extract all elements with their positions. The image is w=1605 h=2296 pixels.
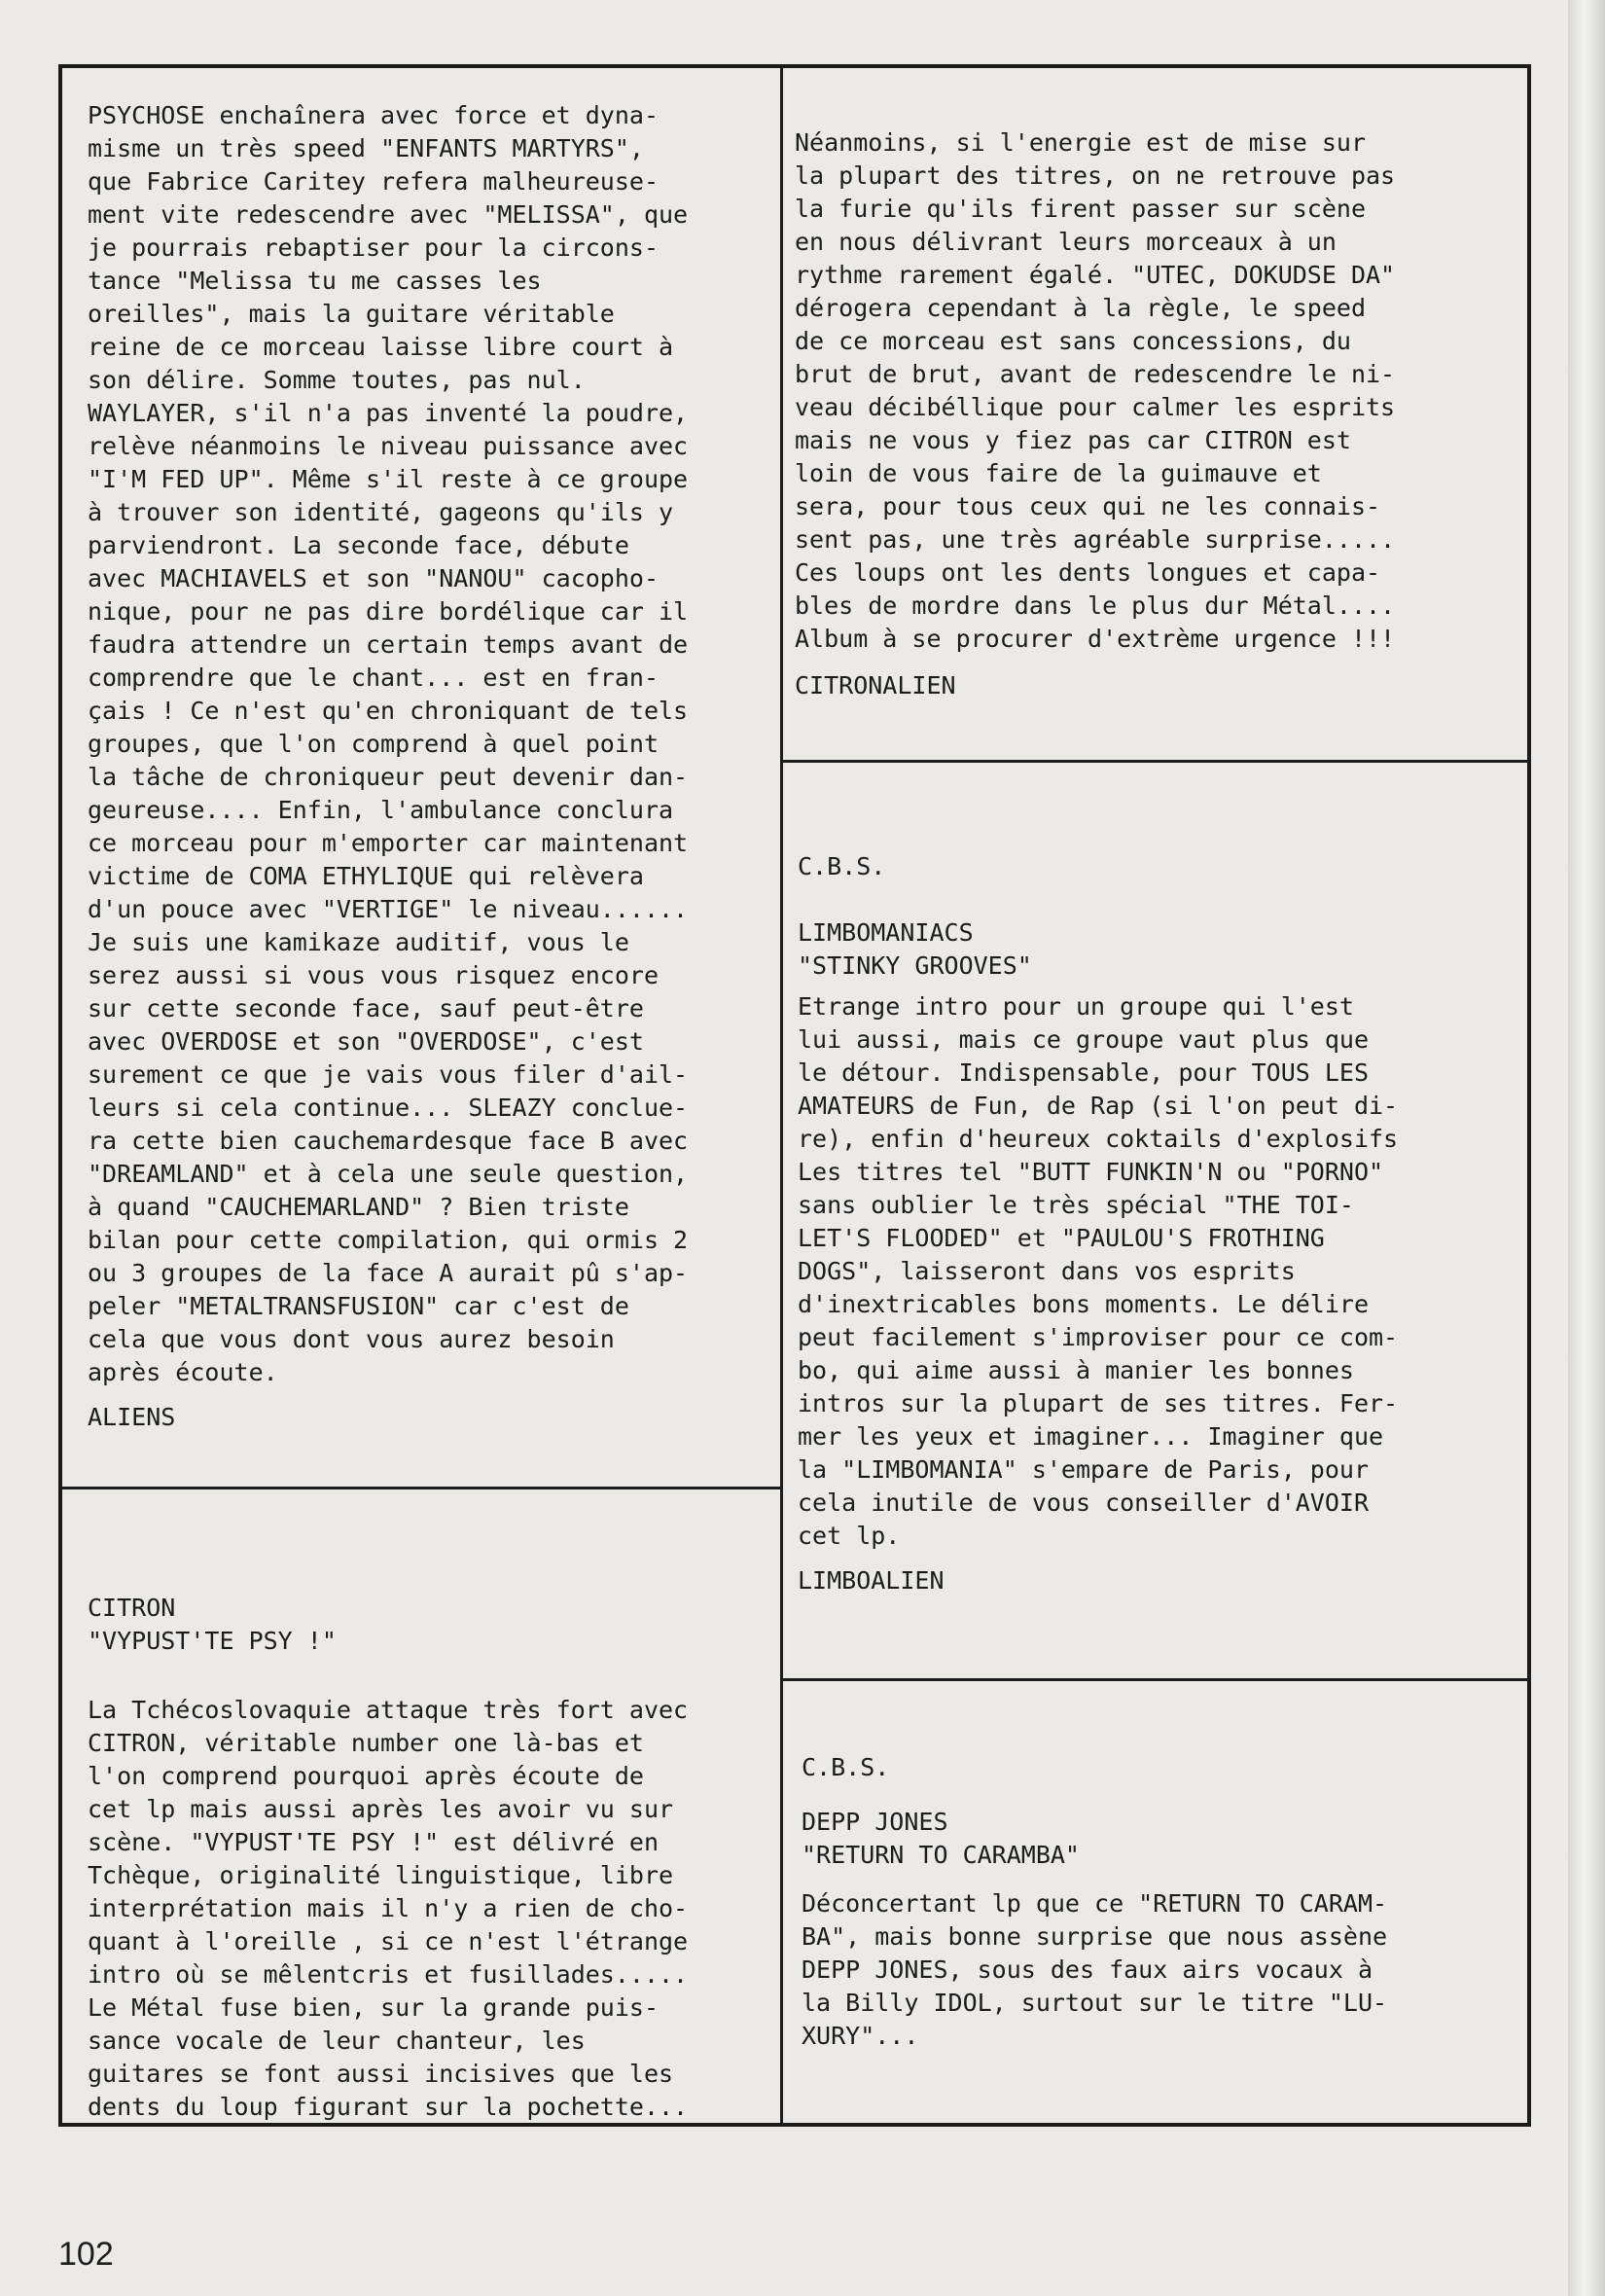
- review-text: [798, 990, 1493, 1553]
- text-line: sans oublier le très spécial "THE TOI-: [798, 1191, 1354, 1219]
- text-line: cet lp mais aussi après les avoir vu sur: [88, 1795, 674, 1823]
- text-line: bles de mordre dans le plus dur Métal....: [795, 592, 1396, 620]
- text-line: brut de brut, avant de redescendre le ni-: [795, 360, 1396, 388]
- text-line: loin de vous faire de la guimauve et: [795, 459, 1322, 487]
- text-line: sur cette seconde face, sauf peut-être: [88, 994, 644, 1022]
- left-section-divider: [58, 1487, 782, 1489]
- text-line: de ce morceau est sans concessions, du: [795, 327, 1351, 355]
- review-album: "STINKY GROOVES": [798, 951, 1032, 980]
- citron-review-continuation: [795, 126, 1490, 702]
- text-line: Tchèque, originalité linguistique, libre: [88, 1861, 674, 1889]
- column-divider: [780, 64, 783, 2127]
- right-section-divider-1: [780, 760, 1531, 763]
- text-line: serez aussi si vous vous risquez encore: [88, 961, 659, 989]
- limbomaniacs-review: [798, 850, 1493, 1597]
- text-line: peut facilement s'improviser pour ce com-: [798, 1323, 1399, 1351]
- review-text: [88, 1694, 775, 2124]
- page-number: 102: [58, 2236, 114, 2273]
- text-line: leurs si cela continue... SLEAZY conclue-: [88, 1094, 689, 1122]
- text-line: Album à se procurer d'extrème urgence !!!: [795, 625, 1396, 653]
- text-line: Je suis une kamikaze auditif, vous le: [88, 928, 629, 956]
- review-signature: LIMBOALIEN: [798, 1566, 945, 1595]
- review-artist: DEPP JONES: [802, 1808, 948, 1836]
- text-line: avec MACHIAVELS et son "NANOU" cacopho-: [88, 564, 659, 592]
- review-album: "VYPUST'TE PSY !": [88, 1627, 337, 1655]
- text-line: "I'M FED UP". Même s'il reste à ce groupe: [88, 465, 689, 493]
- text-line: interprétation mais il n'y a rien de cho-: [88, 1894, 689, 1922]
- text-line: relève néanmoins le niveau puissance avec: [88, 432, 689, 460]
- text-line: à trouver son identité, gageons qu'ils y: [88, 498, 674, 526]
- text-line: Ces loups ont les dents longues et capa-: [795, 558, 1381, 587]
- text-line: parviendront. La seconde face, débute: [88, 531, 629, 559]
- text-line: dents du loup figurant sur la pochette...: [88, 2093, 689, 2121]
- text-line: veau décibéllique pour calmer les esprits: [795, 393, 1396, 421]
- text-line: d'inextricables bons moments. Le délire: [798, 1290, 1369, 1318]
- text-line: guitares se font aussi incisives que les: [88, 2060, 674, 2088]
- review-artist: CITRON: [88, 1594, 176, 1622]
- record-label: C.B.S.: [798, 852, 886, 880]
- text-line: LET'S FLOODED" et "PAULOU'S FROTHING: [798, 1224, 1325, 1252]
- text-line: Néanmoins, si l'energie est de mise sur: [795, 128, 1366, 157]
- text-line: la tâche de chroniqueur peut devenir dan-: [88, 763, 689, 791]
- page-edge-shadow: [1568, 0, 1605, 2296]
- review-signature: CITRONALIEN: [795, 671, 956, 700]
- text-line: ou 3 groupes de la face A aurait pû s'ap-: [88, 1259, 689, 1287]
- text-line: avec OVERDOSE et son "OVERDOSE", c'est: [88, 1027, 644, 1056]
- text-line: la furie qu'ils firent passer sur scène: [795, 195, 1366, 223]
- text-line: le détour. Indispensable, pour TOUS LES: [798, 1058, 1369, 1087]
- text-line: Le Métal fuse bien, sur la grande puis-: [88, 1993, 659, 2022]
- text-line: groupes, que l'on comprend à quel point: [88, 730, 659, 758]
- review-text: [88, 99, 775, 1389]
- text-line: misme un très speed "ENFANTS MARTYRS",: [88, 134, 644, 162]
- text-line: XURY"...: [802, 2022, 919, 2050]
- text-line: bo, qui aime aussi à manier les bonnes: [798, 1356, 1354, 1384]
- right-section-divider-2: [780, 1678, 1531, 1681]
- text-line: DEPP JONES, sous des faux airs vocaux à: [802, 1955, 1373, 1984]
- text-line: comprendre que le chant... est en fran-: [88, 664, 659, 692]
- text-line: mais ne vous y fiez pas car CITRON est: [795, 426, 1351, 454]
- text-line: mer les yeux et imaginer... Imaginer que: [798, 1422, 1384, 1451]
- text-line: après écoute.: [88, 1358, 278, 1386]
- text-line: la plupart des titres, on ne retrouve pas: [795, 161, 1396, 190]
- text-line: faudra attendre un certain temps avant de: [88, 630, 689, 659]
- text-line: ment vite redescendre avec "MELISSA", que: [88, 200, 689, 229]
- review-album: "RETURN TO CARAMBA": [802, 1841, 1080, 1869]
- text-line: ra cette bien cauchemardesque face B avec: [88, 1127, 689, 1155]
- text-line: que Fabrice Caritey refera malheureuse-: [88, 167, 659, 196]
- text-line: l'on comprend pourquoi après écoute de: [88, 1762, 644, 1790]
- text-line: intros sur la plupart de ses titres. Fer-: [798, 1389, 1399, 1417]
- text-line: la "LIMBOMANIA" s'empare de Paris, pour: [798, 1455, 1369, 1484]
- review-artist: LIMBOMANIACS: [798, 918, 974, 947]
- record-label: C.B.S.: [802, 1753, 890, 1781]
- text-line: surement ce que je vais vous filer d'ail-: [88, 1060, 689, 1089]
- text-line: tance "Melissa tu me casses les: [88, 267, 542, 295]
- text-line: cela que vous dont vous aurez besoin: [88, 1325, 615, 1353]
- review-signature: ALIENS: [88, 1403, 176, 1431]
- text-line: BA", mais bonne surprise que nous assène: [802, 1922, 1388, 1951]
- text-line: rythme rarement égalé. "UTEC, DOKUDSE DA": [795, 261, 1396, 289]
- text-line: Déconcertant lp que ce "RETURN TO CARAM-: [802, 1889, 1388, 1918]
- text-line: çais ! Ce n'est qu'en chroniquant de tels: [88, 697, 689, 725]
- text-line: sance vocale de leur chanteur, les: [88, 2027, 586, 2055]
- text-line: Les titres tel "BUTT FUNKIN'N ou "PORNO": [798, 1158, 1384, 1186]
- text-line: peler "METALTRANSFUSION" car c'est de: [88, 1292, 629, 1320]
- text-line: "DREAMLAND" et à cela une seule question,: [88, 1160, 689, 1188]
- text-line: AMATEURS de Fun, de Rap (si l'on peut di-: [798, 1092, 1399, 1120]
- text-line: victime de COMA ETHYLIQUE qui relèvera: [88, 862, 644, 890]
- review-continuation-left: [88, 99, 775, 1434]
- text-line: je pourrais rebaptiser pour la circons-: [88, 233, 659, 262]
- text-line: nique, pour ne pas dire bordélique car il: [88, 597, 689, 626]
- text-line: ce morceau pour m'emporter car maintenant: [88, 829, 689, 857]
- text-line: sera, pour tous ceux qui ne les connais-: [795, 492, 1381, 520]
- text-line: en nous délivrant leurs morceaux à un: [795, 228, 1337, 256]
- text-line: bilan pour cette compilation, qui ormis 2: [88, 1226, 689, 1254]
- text-line: lui aussi, mais ce groupe vaut plus que: [798, 1025, 1369, 1054]
- text-line: dérogera cependant à la règle, le speed: [795, 294, 1366, 322]
- text-line: PSYCHOSE enchaînera avec force et dyna-: [88, 101, 659, 129]
- review-text: [795, 126, 1490, 656]
- text-line: Etrange intro pour un groupe qui l'est: [798, 992, 1354, 1021]
- citron-review: [88, 1592, 775, 2124]
- text-line: son délire. Somme toutes, pas nul.: [88, 366, 586, 394]
- text-line: d'un pouce avec "VERTIGE" le niveau......: [88, 895, 689, 923]
- text-line: La Tchécoslovaquie attaque très fort avec: [88, 1696, 689, 1724]
- text-line: cet lp.: [798, 1522, 901, 1550]
- text-line: scène. "VYPUST'TE PSY !" est délivré en: [88, 1828, 659, 1856]
- text-line: re), enfin d'heureux coktails d'explosifs: [798, 1125, 1399, 1153]
- text-line: geureuse.... Enfin, l'ambulance conclura: [88, 796, 674, 824]
- text-line: la Billy IDOL, surtout sur le titre "LU-: [802, 1989, 1388, 2017]
- text-line: WAYLAYER, s'il n'a pas inventé la poudre,: [88, 399, 689, 427]
- text-line: cela inutile de vous conseiller d'AVOIR: [798, 1489, 1369, 1517]
- text-line: sent pas, une très agréable surprise.....: [795, 525, 1396, 554]
- text-line: reine de ce morceau laisse libre court à: [88, 333, 674, 361]
- text-line: oreilles", mais la guitare véritable: [88, 300, 615, 328]
- text-line: intro où se mêlentcris et fusillades.....: [88, 1960, 689, 1989]
- text-line: quant à l'oreille , si ce n'est l'étrange: [88, 1927, 689, 1955]
- text-line: CITRON, véritable number one là-bas et: [88, 1729, 644, 1757]
- review-text: [802, 1887, 1495, 2053]
- depp-jones-review: [802, 1751, 1495, 2053]
- text-line: à quand "CAUCHEMARLAND" ? Bien triste: [88, 1193, 629, 1221]
- text-line: DOGS", laisseront dans vos esprits: [798, 1257, 1296, 1285]
